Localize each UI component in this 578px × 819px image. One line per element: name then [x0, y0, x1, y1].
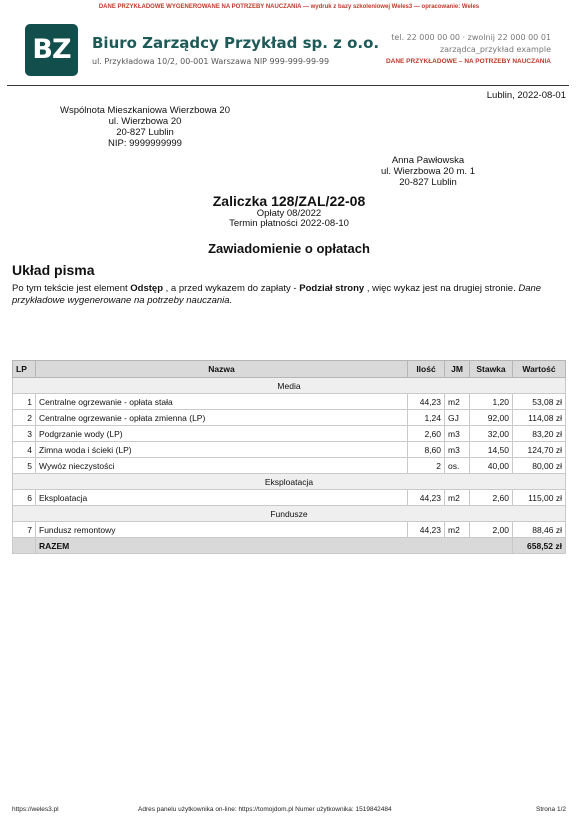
col-stawka: Stawka [470, 361, 513, 378]
cell-wartosc: 83,20 zł [513, 426, 566, 442]
col-jm: JM [445, 361, 470, 378]
cell-lp: 5 [13, 458, 36, 474]
cell-stawka: 14,50 [470, 442, 513, 458]
cell-nazwa: Wywóz nieczystości [36, 458, 408, 474]
col-lp: LP [13, 361, 36, 378]
para-text-2: , a przed wykazem do zapłaty - [163, 283, 300, 294]
cell-jm: m2 [445, 394, 470, 410]
para-text-1: Po tym tekście jest element [12, 283, 131, 294]
company-contact: tel. 22 000 00 00 · zwolnij 22 000 00 01 [391, 33, 551, 42]
recipient-street: ul. Wierzbowa 20 m. 1 [381, 166, 475, 177]
cell-nazwa: Podgrzanie wody (LP) [36, 426, 408, 442]
sender-city: 20-827 Lublin [116, 127, 174, 138]
sample-note: DANE PRZYKŁADOWE – NA POTRZEBY NAUCZANIA [385, 58, 551, 65]
group-label: Media [13, 378, 566, 394]
cell-ilosc: 44,23 [408, 490, 445, 506]
cell-lp: 6 [13, 490, 36, 506]
group-label: Eksploatacja [13, 474, 566, 490]
cell-stawka: 2,60 [470, 490, 513, 506]
total-spacer [13, 538, 36, 554]
table-row [13, 458, 566, 474]
recipient-name: Anna Pawłowska [391, 155, 465, 166]
cell-stawka: 92,00 [470, 410, 513, 426]
footer-panel-info: Adres panelu użytkownika on-line: https://tomojdom.pl Numer użytkownika: 1519842484 [138, 806, 392, 813]
table-row [13, 394, 566, 410]
footer-website: https://weles3.pl [12, 806, 59, 813]
cell-wartosc: 88,46 zł [513, 522, 566, 538]
sender-block [40, 105, 250, 149]
cell-wartosc: 114,08 zł [513, 410, 566, 426]
cell-lp: 4 [13, 442, 36, 458]
total-value: 658,52 zł [513, 538, 566, 554]
cell-nazwa: Eksploatacja [36, 490, 408, 506]
cell-ilosc: 1,24 [408, 410, 445, 426]
document-period: Opłaty 08/2022 [256, 208, 322, 219]
total-label: RAZEM [36, 538, 513, 554]
sender-name: Wspólnota Mieszkaniowa Wierzbowa 20 [59, 105, 231, 116]
section-heading: Układ pisma [12, 262, 95, 278]
company-logo: BZ [25, 24, 78, 76]
cell-wartosc: 53,08 zł [513, 394, 566, 410]
cell-lp: 7 [13, 522, 36, 538]
cell-jm: m3 [445, 426, 470, 442]
para-bold-1: Odstęp [130, 283, 164, 294]
place-date: Lublin, 2022-08-01 [486, 90, 566, 101]
cell-wartosc: 124,70 zł [513, 442, 566, 458]
cell-wartosc: 80,00 zł [513, 458, 566, 474]
cell-ilosc: 44,23 [408, 394, 445, 410]
para-italic: Dane przykładowe wygenerowane na potrzeby nauczania. [12, 283, 542, 306]
company-contact-2: zarządca_przykład example [439, 45, 551, 54]
cell-ilosc: 2 [408, 458, 445, 474]
sender-nip: NIP: 9999999999 [108, 138, 182, 149]
cell-jm: GJ [445, 410, 470, 426]
col-ilosc: Ilość [408, 361, 445, 378]
recipient-block [348, 155, 508, 188]
col-wartosc: Wartość [513, 361, 566, 378]
para-text-3: , więc wykaz jest na drugiej stronie. [364, 283, 519, 294]
cell-lp: 3 [13, 426, 36, 442]
body-paragraph [12, 283, 568, 307]
para-bold-2: Podział strony [299, 283, 365, 294]
cell-stawka: 32,00 [470, 426, 513, 442]
cell-ilosc: 2,60 [408, 426, 445, 442]
sender-street: ul. Wierzbowa 20 [108, 116, 182, 127]
cell-stawka: 2,00 [470, 522, 513, 538]
header-divider [7, 85, 569, 86]
group-row [13, 474, 566, 490]
cell-ilosc: 8,60 [408, 442, 445, 458]
company-name: Biuro Zarządcy Przykład sp. z o.o. [92, 34, 380, 52]
cell-ilosc: 44,23 [408, 522, 445, 538]
cell-nazwa: Fundusz remontowy [36, 522, 408, 538]
table-header-row [13, 361, 566, 378]
cell-jm: m2 [445, 522, 470, 538]
cell-nazwa: Centralne ogrzewanie - opłata zmienna (LP) [36, 410, 408, 426]
payment-due: Termin płatności 2022-08-10 [229, 218, 349, 229]
cell-stawka: 1,20 [470, 394, 513, 410]
cell-nazwa: Zimna woda i ścieki (LP) [36, 442, 408, 458]
company-address: ul. Przykładowa 10/2, 00-001 Warszawa NIP 999-999-99-99 [92, 57, 330, 66]
cell-lp: 1 [13, 394, 36, 410]
recipient-city: 20-827 Lublin [399, 177, 457, 188]
table-row [13, 410, 566, 426]
notice-heading: Zawiadomienie o opłatach [208, 241, 370, 256]
table-row [13, 490, 566, 506]
table-row [13, 522, 566, 538]
cell-stawka: 40,00 [470, 458, 513, 474]
sample-data-banner: DANE PRZYKŁADOWE WYGENEROWANE NA POTRZEBY NAUCZANIA — wydruk z bazy szkoleniowej Weles3 — opracowanie: Weles [98, 4, 480, 10]
cell-lp: 2 [13, 410, 36, 426]
group-label: Fundusze [13, 506, 566, 522]
table-row [13, 442, 566, 458]
charges-table [12, 360, 566, 554]
cell-jm: os. [445, 458, 470, 474]
cell-wartosc: 115,00 zł [513, 490, 566, 506]
group-row [13, 378, 566, 394]
footer-page-number: Strona 1/2 [536, 806, 566, 813]
cell-jm: m2 [445, 490, 470, 506]
cell-jm: m3 [445, 442, 470, 458]
document-title: Zaliczka 128/ZAL/22-08 [212, 193, 366, 209]
col-nazwa: Nazwa [36, 361, 408, 378]
total-row [13, 538, 566, 554]
cell-nazwa: Centralne ogrzewanie - opłata stała [36, 394, 408, 410]
table-row [13, 426, 566, 442]
group-row [13, 506, 566, 522]
document-subtitle [0, 209, 578, 229]
